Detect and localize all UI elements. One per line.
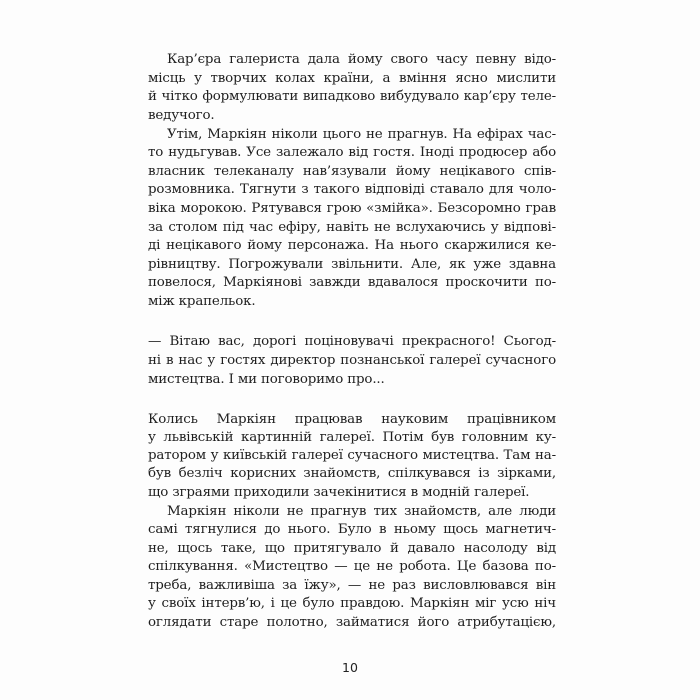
text-line: ді нецікавого йому персонажа. На нього скаржилися ке- xyxy=(148,238,556,253)
text-line: що зграями приходили зачекінитися в модній галереї. xyxy=(148,485,530,500)
text-line: власник телеканалу нав’язували йому нецікавого спів- xyxy=(148,164,556,179)
text-line: треба, важливіша за їжу», — не раз висловлювався він xyxy=(148,578,556,593)
text-line: Колись Маркіян працював науковим працівником xyxy=(148,412,556,427)
text-line: розмовника. Тягнути з такого відповіді ставало для чоло- xyxy=(148,182,556,197)
text-line: рівництву. Погрожували звільнити. Але, як уже здавна xyxy=(148,257,556,272)
text-line: у своїх інтерв’ю, і це було правдою. Маркіян міг усю ніч xyxy=(148,596,556,611)
text-line: повелося, Маркіянові завжди вдавалося проскочити по- xyxy=(148,275,556,290)
text-line: не, щось таке, що притягувало й давало насолоду від xyxy=(148,541,556,556)
text-line: ні в нас у гостях директор познанської галереї сучасного xyxy=(148,353,556,368)
text-line: Маркіян ніколи не прагнув тих знайомств, але люди xyxy=(167,504,556,519)
text-line: Кар’єра галериста дала йому свого часу певну відо- xyxy=(167,52,556,67)
text-line: то нудьгував. Усе залежало від гостя. Іноді продюсер або xyxy=(148,145,556,160)
text-line: ведучого. xyxy=(148,108,215,123)
page-number: 10 xyxy=(342,660,358,675)
text-line: між крапельок. xyxy=(148,294,256,309)
text-line: оглядати старе полотно, займатися його атрибутацією, xyxy=(148,615,556,630)
text-line: у львівській картинній галереї. Потім був головним ку- xyxy=(148,430,556,445)
text-line: Утім, Маркіян ніколи цього не прагнув. На ефірах час- xyxy=(167,127,556,142)
text-line: спілкування. «Мистецтво — це не робота. Це базова по- xyxy=(148,559,556,574)
text-line: мистецтва. І ми поговоримо про... xyxy=(148,372,385,387)
text-line: за столом під час ефіру, навіть не вслухаючись у відпові- xyxy=(148,220,556,235)
text-line: місць у творчих колах країни, а вміння ясно мислити xyxy=(148,71,556,86)
text-line: — Вітаю вас, дорогі поціновувачі прекрасного! Сьогод- xyxy=(148,334,556,349)
text-line: віка морокою. Рятувався грою «змійка». Безсоромно грав xyxy=(148,201,556,216)
text-line: самі тягнулися до нього. Було в ньому щось магнетич- xyxy=(148,522,556,537)
text-line: ратором у київській галереї сучасного мистецтва. Там на- xyxy=(148,448,556,463)
text-line: був безліч корисних знайомств, спілкувався із зірками, xyxy=(148,466,556,481)
text-line: й чітко формулювати випадково вибудувало кар’єру теле- xyxy=(148,89,556,104)
